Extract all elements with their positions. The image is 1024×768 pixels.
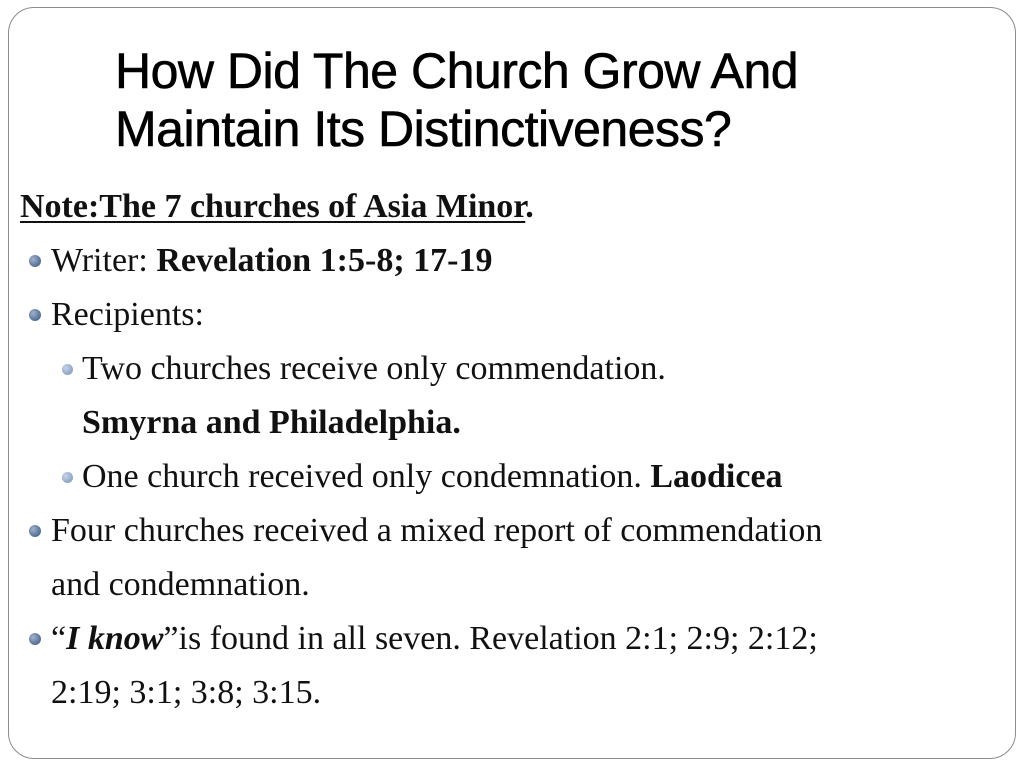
slide-title — [115, 42, 975, 158]
slide-body — [20, 180, 1000, 720]
bullet-icon — [29, 525, 41, 537]
mixed-report-line-2: and condemnation. — [51, 566, 310, 603]
title-line-2: Maintain Its Distinctiveness? — [115, 101, 732, 157]
sub-bullet-icon — [62, 472, 73, 483]
mixed-report-line-1: Four churches received a mixed report of commendation — [51, 512, 823, 549]
note-heading — [20, 180, 1000, 234]
bullet-icon — [29, 309, 41, 321]
i-know-text: is found in all seven. Revelation 2:1; 2:9; 2:12; — [178, 620, 818, 657]
condemnation-church-name: Laodicea — [650, 458, 783, 495]
commendation-continuation — [20, 396, 1000, 450]
i-know-phrase: I know — [66, 620, 164, 657]
note-heading-text: Note:The 7 churches of Asia Minor — [20, 188, 526, 225]
writer-label: Writer: — [51, 242, 157, 279]
recipients-label: Recipients: — [51, 296, 204, 333]
sub-bullet-icon — [62, 364, 73, 375]
commendation-bullet — [20, 342, 1000, 396]
note-heading-period: . — [525, 188, 534, 225]
bullet-icon — [29, 255, 41, 267]
bullet-icon — [29, 633, 41, 645]
title-line-1: How Did The Church Grow And — [115, 43, 799, 99]
recipients-bullet — [20, 288, 1000, 342]
i-know-references: 2:19; 3:1; 3:8; 3:15. — [51, 674, 322, 711]
i-know-continuation — [20, 666, 1000, 720]
writer-reference: Revelation 1:5-8; 17-19 — [156, 242, 493, 279]
i-know-close-quote: ” — [163, 620, 179, 657]
mixed-report-bullet — [20, 504, 1000, 558]
commendation-church-names: Smyrna and Philadelphia. — [82, 404, 461, 441]
i-know-open-quote: “ — [51, 620, 67, 657]
mixed-report-continuation — [20, 558, 1000, 612]
writer-bullet — [20, 234, 1000, 288]
condemnation-bullet — [20, 450, 1000, 504]
commendation-text: Two churches receive only commendation. — [82, 350, 666, 387]
i-know-bullet — [20, 612, 1000, 666]
condemnation-text: One church received only condemnation. — [82, 458, 651, 495]
